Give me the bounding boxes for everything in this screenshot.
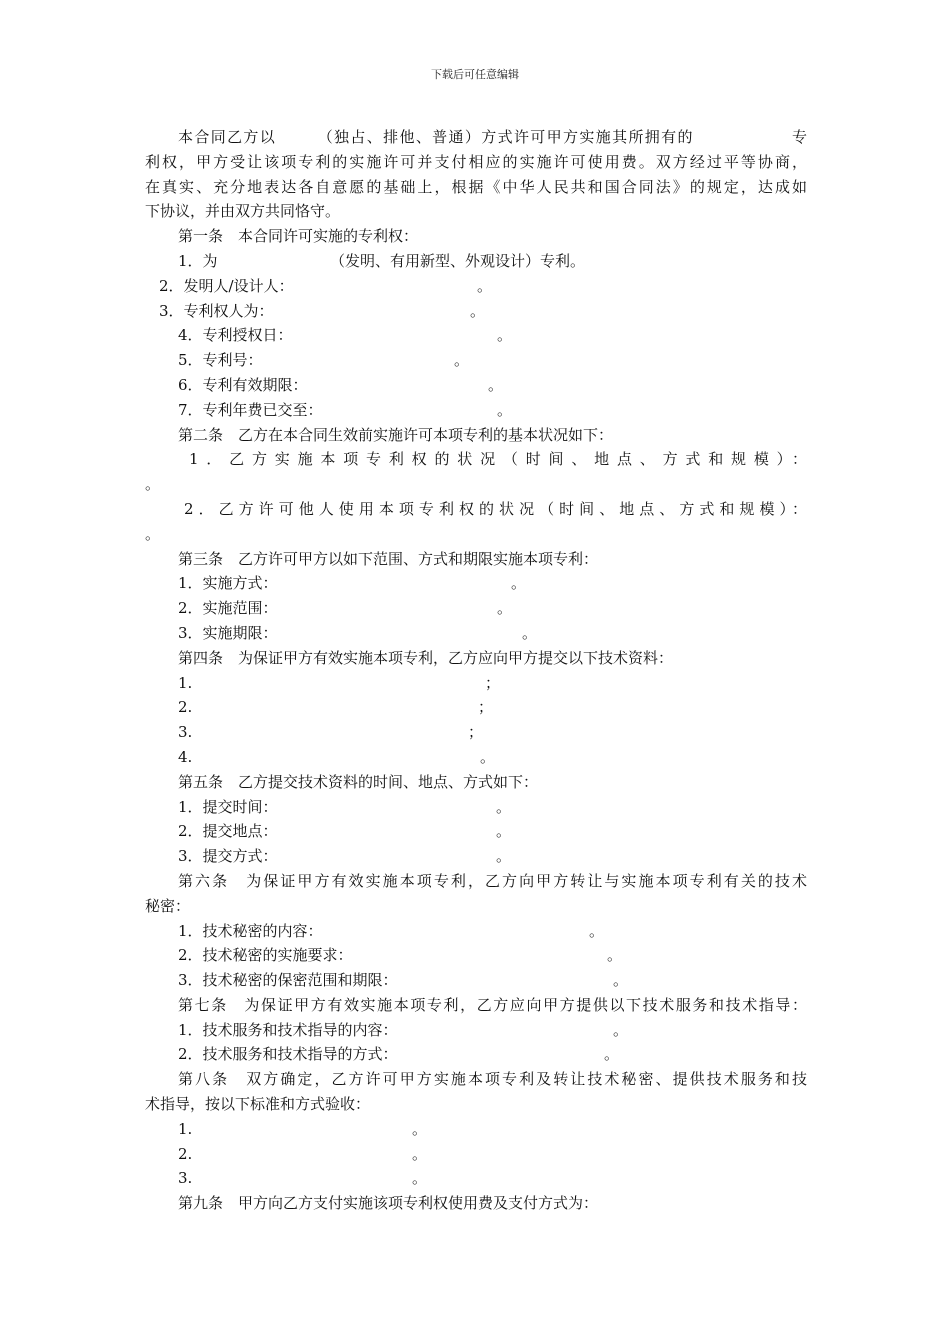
- contract-line: [145, 695, 807, 720]
- contract-line: [145, 1092, 807, 1117]
- line-text: 2.: [178, 1144, 193, 1163]
- contract-line: [145, 819, 807, 844]
- line-text: 4．专利授权日：: [178, 326, 293, 345]
- contract-line: [145, 423, 807, 448]
- line-text: 1．实施方式：: [178, 574, 278, 593]
- line-text: 2.: [178, 698, 193, 717]
- line-end-mark: ；: [468, 723, 484, 742]
- line-text: 第四条 为保证甲方有效实施本项专利，乙方应向甲方提交以下技术资料：: [178, 648, 674, 667]
- line-text: 在真实、充分地表达各自意愿的基础上，根据《中华人民共和国合同法》的规定，达成如: [145, 177, 807, 196]
- line-text: 第五条 乙方提交技术资料的时间、地点、方式如下：: [178, 772, 539, 791]
- line-text: 2．提交地点：: [178, 822, 278, 841]
- line-text: 3．技术秘密的保密范围和期限：: [178, 971, 398, 990]
- contract-line: [145, 968, 807, 993]
- line-text: 第八条 双方确定，乙方许可甲方实施本项专利及转让技术秘密、提供技术服务和技: [178, 1070, 807, 1089]
- line-text: 第七条 为保证甲方有效实施本项专利，乙方应向甲方提供以下技术服务和技术指导：: [178, 995, 807, 1014]
- contract-line: [145, 150, 807, 175]
- line-end-mark: 。: [511, 574, 527, 593]
- contract-line: [145, 224, 807, 249]
- contract-line: [145, 993, 807, 1018]
- line-end-mark: 。: [496, 797, 512, 816]
- contract-line: [145, 299, 807, 324]
- line-end-mark: 。: [470, 301, 486, 320]
- contract-line: [145, 274, 807, 299]
- contract-line: [145, 447, 807, 472]
- line-text: 2．发明人/设计人：: [159, 276, 294, 295]
- contract-line: [145, 547, 807, 572]
- line-text: 第一条 本合同许可实施的专利权：: [178, 227, 419, 246]
- line-text: 。: [145, 475, 161, 494]
- line-text: 7．专利年费已交至：: [178, 400, 323, 419]
- line-text: 3.: [178, 1169, 193, 1188]
- contract-line: [145, 249, 807, 274]
- contract-line: [145, 671, 807, 696]
- contract-line: [145, 175, 807, 200]
- contract-line: [145, 720, 807, 745]
- line-end-mark: 。: [496, 847, 512, 866]
- line-end-mark: 。: [497, 400, 513, 419]
- line-text: 1.: [178, 673, 193, 692]
- line-text: 秘密：: [145, 896, 191, 915]
- line-text: 2．实施范围：: [178, 599, 278, 618]
- line-end-mark: 。: [496, 822, 512, 841]
- contract-line: [145, 1042, 807, 1067]
- page-header: 下载后可任意编辑: [431, 68, 519, 81]
- line-end-mark: 。: [454, 351, 470, 370]
- contract-line: [145, 844, 807, 869]
- contract-line: [145, 795, 807, 820]
- line-text: 第二条 乙方在本合同生效前实施许可本项专利的基本状况如下：: [178, 425, 614, 444]
- contract-line: [145, 745, 807, 770]
- contract-line: [145, 497, 807, 522]
- contract-body: [145, 125, 807, 1216]
- line-text: 3．提交方式：: [178, 847, 278, 866]
- contract-line: [145, 1067, 807, 1092]
- line-end-mark: ；: [478, 698, 494, 717]
- line-text: 5．专利号：: [178, 351, 263, 370]
- line-end-mark: 。: [412, 1169, 428, 1188]
- line-text: 第六条 为保证甲方有效实施本项专利，乙方向甲方转让与实施本项专利有关的技术: [178, 871, 807, 890]
- contract-line: [145, 1117, 807, 1142]
- contract-line: [145, 770, 807, 795]
- line-end-mark: 。: [604, 1045, 620, 1064]
- line-text: 1．技术秘密的内容：: [178, 921, 323, 940]
- line-end-mark: ；: [485, 673, 501, 692]
- line-text: 3．实施期限：: [178, 623, 278, 642]
- line-end-mark: 。: [613, 1020, 629, 1039]
- line-text: 利权，甲方受让该项专利的实施许可并支付相应的实施许可使用费。双方经过平等协商，: [145, 152, 807, 171]
- line-text: 2．技术服务和技术指导的方式：: [178, 1045, 398, 1064]
- line-end-mark: 。: [412, 1119, 428, 1138]
- line-text: 1．技术服务和技术指导的内容：: [178, 1020, 398, 1039]
- contract-line: [145, 373, 807, 398]
- line-text: 6．专利有效期限：: [178, 375, 308, 394]
- line-end-mark: 。: [488, 375, 504, 394]
- contract-line: [145, 1142, 807, 1167]
- line-text: 第三条 乙方许可甲方以如下范围、方式和期限实施本项专利：: [178, 549, 599, 568]
- line-end-mark: 。: [480, 747, 496, 766]
- contract-line: [145, 398, 807, 423]
- contract-line: [145, 472, 807, 497]
- contract-line: [145, 571, 807, 596]
- contract-line: [145, 348, 807, 373]
- line-text: 3.: [178, 723, 193, 742]
- line-text: 1．提交时间：: [178, 797, 278, 816]
- line-text: 术指导，按以下标准和方式验收：: [145, 1095, 371, 1114]
- contract-line: [145, 1191, 807, 1216]
- line-text: 1.: [178, 1119, 193, 1138]
- contract-line: [145, 199, 807, 224]
- line-text: 4.: [178, 747, 193, 766]
- line-end-mark: 。: [412, 1144, 428, 1163]
- line-end-mark: 。: [477, 276, 493, 295]
- contract-line: [145, 869, 807, 894]
- line-text: 3．专利权人为：: [159, 301, 274, 320]
- contract-line: [145, 323, 807, 348]
- contract-line: [145, 621, 807, 646]
- line-text: 2．乙方许可他人使用本项专利权的状况（时间、地点、方式和规模）：: [184, 499, 807, 518]
- line-end-mark: 。: [589, 921, 605, 940]
- contract-line: [145, 1018, 807, 1043]
- contract-line: [145, 1166, 807, 1191]
- line-end-mark: 。: [607, 946, 623, 965]
- contract-line: [145, 522, 807, 547]
- line-end-mark: 。: [522, 623, 538, 642]
- line-end-mark: 。: [497, 599, 513, 618]
- line-text: 。: [145, 524, 161, 543]
- line-text: 2．技术秘密的实施要求：: [178, 946, 353, 965]
- line-end-mark: 。: [497, 326, 513, 345]
- contract-line: [145, 596, 807, 621]
- contract-line: [145, 125, 807, 150]
- line-text: 下协议，并由双方共同恪守。: [145, 202, 341, 221]
- line-text: 1．为 （发明、有用新型、外观设计）专利。: [178, 251, 586, 270]
- contract-line: [145, 894, 807, 919]
- line-text: 本合同乙方以 （独占、排他、普通）方式许可甲方实施其所拥有的 专: [178, 128, 807, 146]
- line-text: 1．乙方实施本项专利权的状况（时间、地点、方式和规模）：: [189, 450, 807, 469]
- line-text: 第九条 甲方向乙方支付实施该项专利权使用费及支付方式为：: [178, 1194, 599, 1213]
- contract-line: [145, 943, 807, 968]
- contract-line: [145, 646, 807, 671]
- line-end-mark: 。: [613, 971, 629, 990]
- contract-line: [145, 919, 807, 944]
